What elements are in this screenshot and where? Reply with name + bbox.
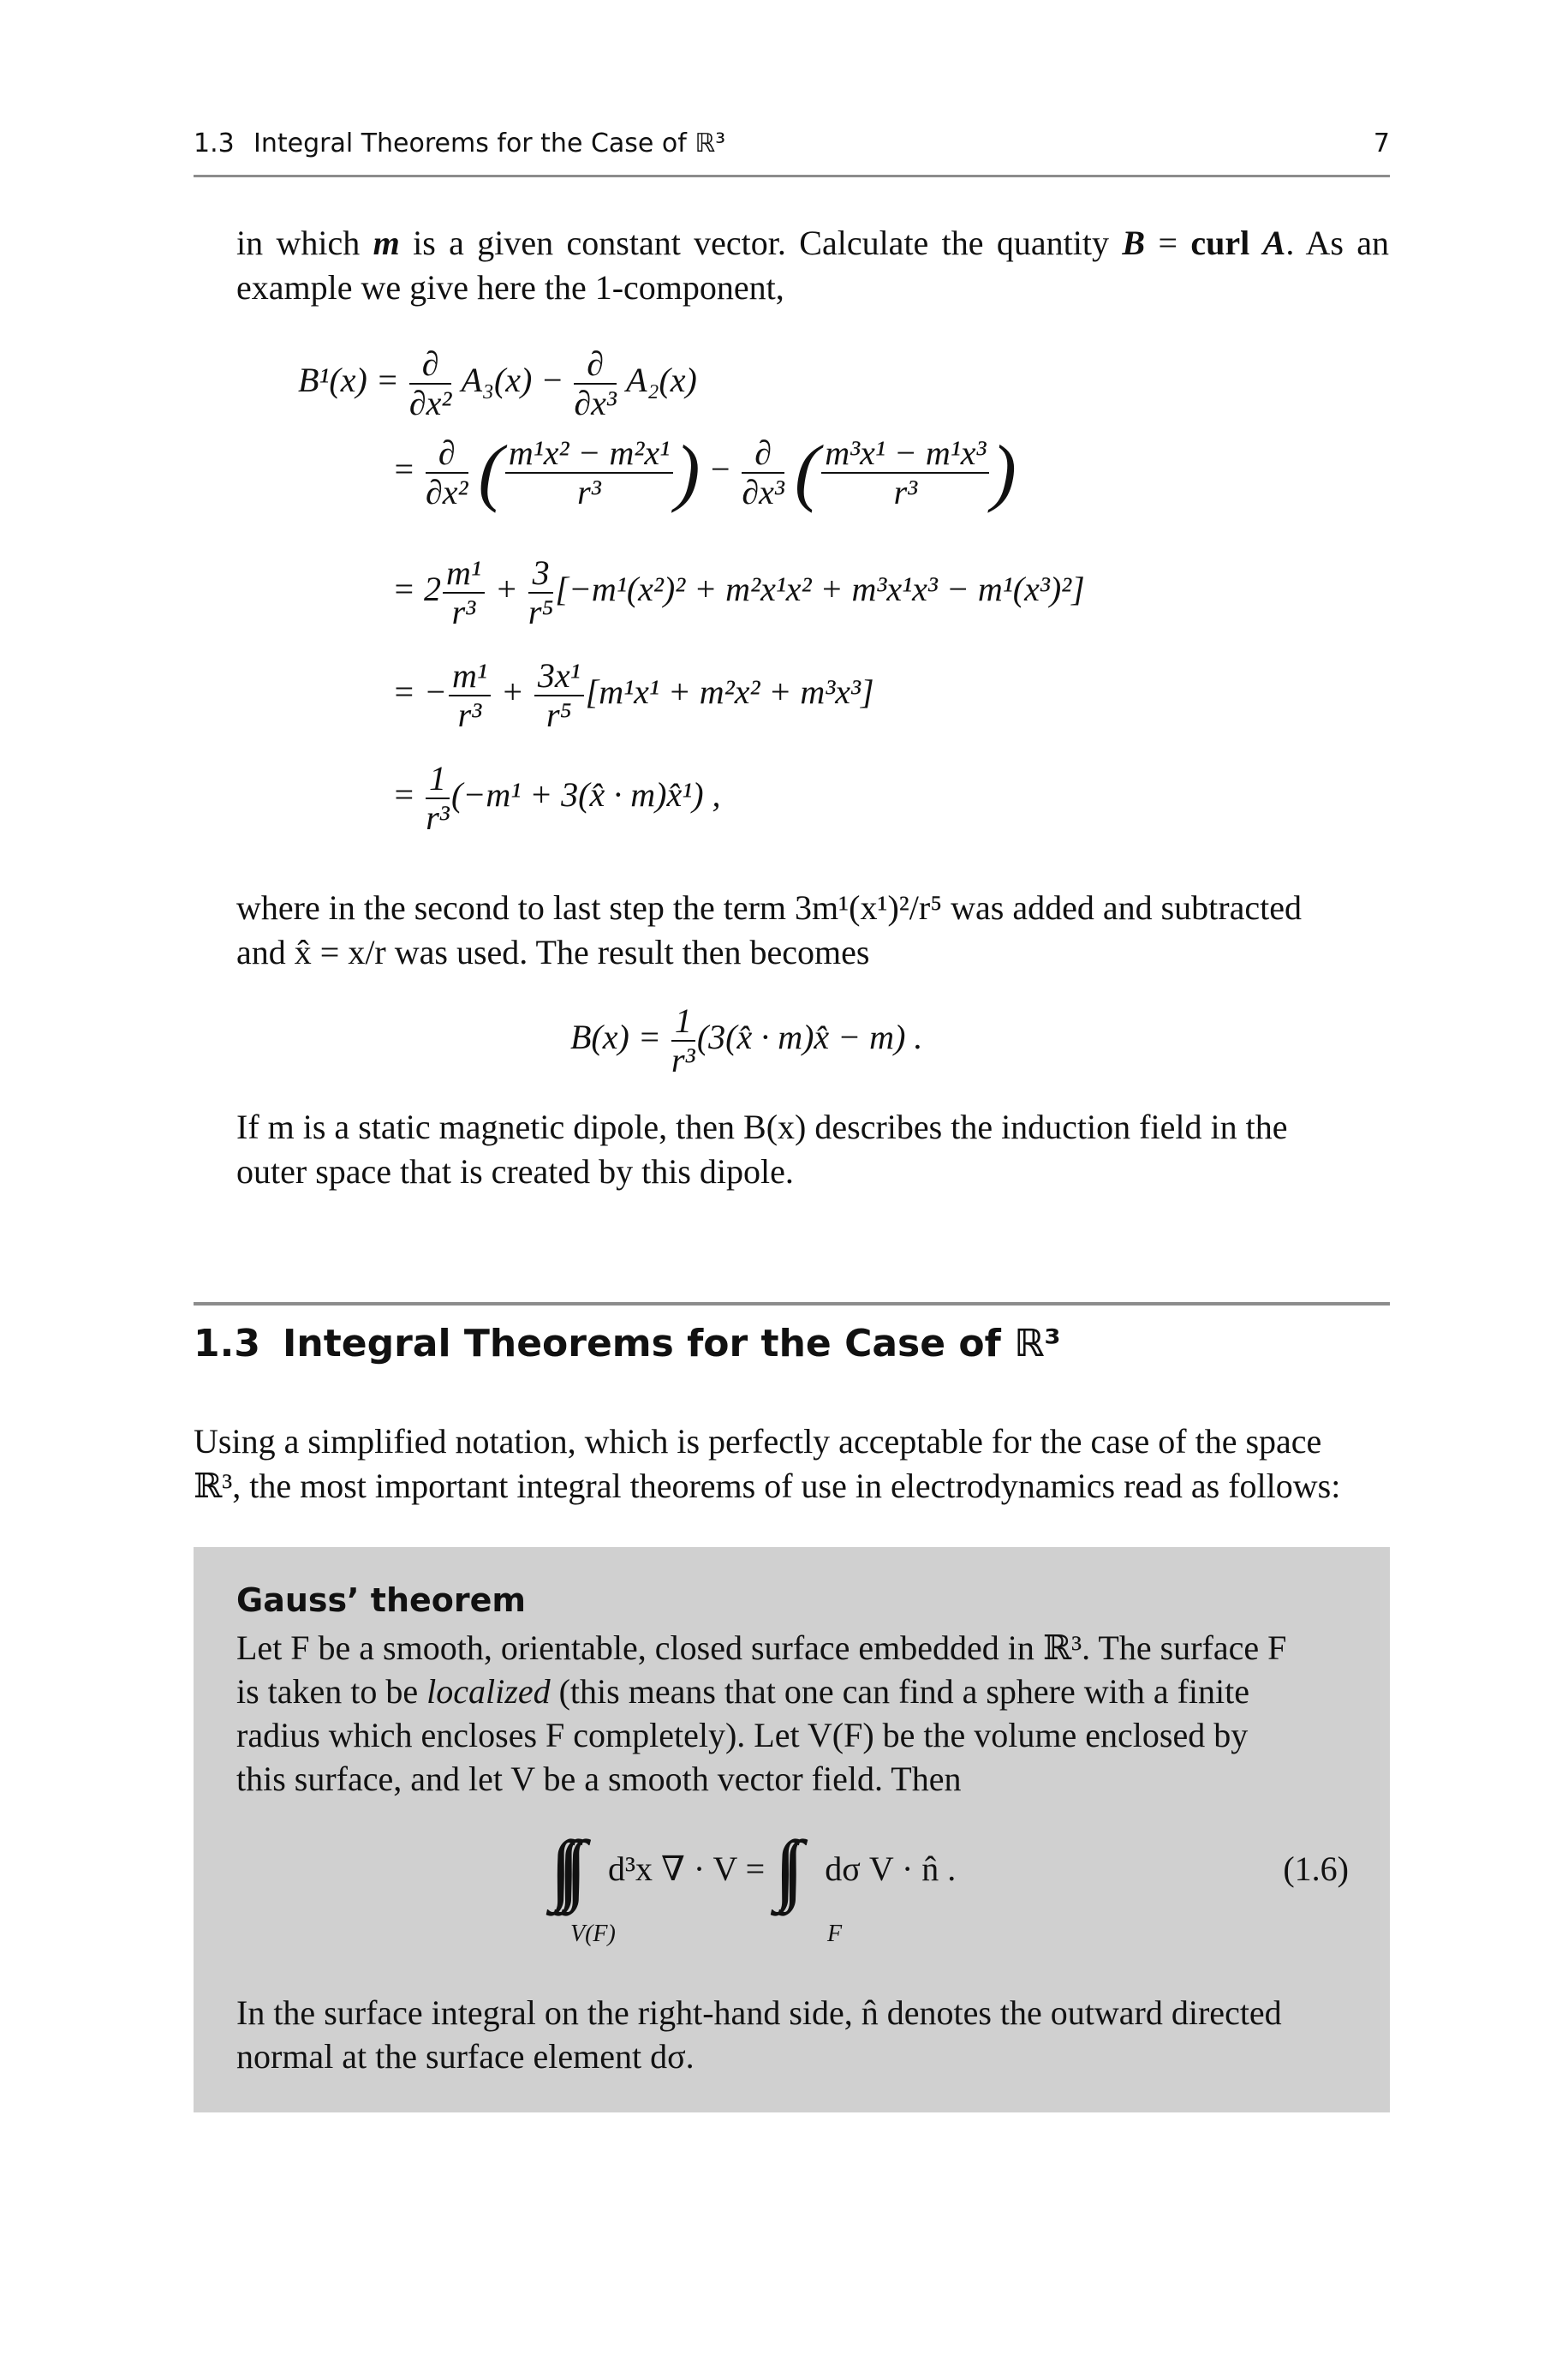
fraction: $\frac{3}{\text{r⁵}}$	[528, 553, 554, 631]
fraction: $\frac{\partial}{\text{∂x²}}$	[408, 344, 452, 422]
header-section-number: 1.3	[194, 128, 235, 158]
gauss-after	[236, 1991, 1346, 2078]
derivation-row-3	[392, 554, 1085, 631]
header-rule	[194, 175, 1390, 177]
term: A₂(x)	[626, 361, 697, 400]
section-title: Integral Theorems for the Case of ℝ³	[283, 1322, 1061, 1365]
term: A₃(x) −	[461, 361, 564, 400]
page-number: 7	[1373, 128, 1390, 158]
fraction: $\frac{\partial}{\text{∂x³}}$	[742, 433, 784, 511]
result-rhs: (3(x̂ · m)x̂ − m) .	[696, 1018, 923, 1057]
result-term: (−m¹ + 3(x̂ · m)x̂¹) ,	[451, 775, 721, 815]
plus: +	[494, 570, 518, 609]
dipole-paragraph	[236, 1105, 1389, 1194]
equals: =	[392, 450, 415, 489]
result-lhs: B(x) =	[570, 1018, 661, 1057]
minus: −	[708, 450, 732, 489]
gauss-line-3: radius which encloses F completely). Let V(F) be the volume enclosed by	[236, 1716, 1249, 1754]
intro-vector-m: m	[373, 224, 400, 262]
intro-vector-a: A	[1262, 224, 1286, 262]
gauss-line-2	[236, 1670, 1346, 1713]
intro-curl: curl	[1190, 224, 1250, 262]
section-intro-line-1: Using a simplified notation, which is perfectly acceptable for the case of the space	[194, 1422, 1322, 1461]
derivation-lhs: B¹(x) =	[298, 361, 399, 400]
intro-paragraph	[236, 221, 1389, 310]
derivation-block	[298, 338, 1326, 887]
section-intro-line-2: ℝ³, the most important integral theorems of use in electrodynamics read as follows:	[194, 1467, 1341, 1505]
equals: = −	[392, 672, 447, 712]
gauss-eq-left: d³x ∇ · V =	[608, 1849, 766, 1888]
fraction: $\frac{1}{\text{r³}}$	[671, 1001, 695, 1079]
fraction: $\frac{\partial}{\text{∂x³}}$	[574, 344, 617, 422]
running-header	[194, 128, 1390, 176]
gauss-after-line-1: In the surface integral on the right-hand side, n̂ denotes the outward directed	[236, 1993, 1282, 2032]
after-line-2: and x̂ = x/r was used. The result then becomes	[236, 933, 870, 971]
gauss-line-1: Let F be a smooth, orientable, closed surface embedded in ℝ³. The surface F	[236, 1628, 1287, 1667]
gauss-line-2c: (this means that one can find a sphere with a finite	[558, 1672, 1249, 1711]
dipole-line-2: outer space that is created by this dipole.	[236, 1152, 794, 1191]
bracket-term: [m¹x¹ + m²x² + m³x³]	[585, 672, 874, 712]
section-rule	[194, 1302, 1390, 1306]
gauss-heading: Gauss’ theorem	[236, 1581, 526, 1619]
derivation-row-4	[392, 657, 874, 734]
fraction: $\frac{\text{m¹}}{\text{r³}}$	[443, 554, 485, 631]
dipole-line-1: If m is a static magnetic dipole, then B(x) describes the induction field in the	[236, 1108, 1288, 1146]
gauss-line-2a: is taken to be	[236, 1672, 419, 1711]
derivation-row-5	[392, 760, 721, 837]
intro-equals: =	[1158, 224, 1177, 262]
paren-close: )	[991, 431, 1017, 514]
gauss-line-4: this surface, and let V be a smooth vector field. Then	[236, 1760, 962, 1798]
intro-text-a: in which	[236, 224, 361, 262]
surface-limit: F	[827, 1921, 843, 1947]
gauss-eq-right: dσ V · n̂ .	[825, 1849, 957, 1888]
gauss-theorem-box	[194, 1547, 1390, 2112]
intro-vector-b: B	[1122, 224, 1146, 262]
gauss-after-line-2: normal at the surface element dσ.	[236, 2037, 695, 2076]
fraction: $\frac{\text{m¹}}{\text{r³}}$	[449, 657, 491, 734]
paren-open: (	[794, 431, 820, 514]
equals: =	[392, 775, 415, 815]
after-derivation-paragraph	[236, 886, 1389, 975]
header-section-title: Integral Theorems for the Case of ℝ³	[253, 128, 726, 158]
section-number: 1.3	[194, 1322, 260, 1365]
section-intro-paragraph	[194, 1419, 1390, 1509]
intro-text-c: . As an example we give here the 1-component,	[236, 224, 1390, 307]
bracket-term: [−m¹(x²)² + m²x¹x² + m³x¹x³ − m¹(x³)²]	[555, 570, 1085, 609]
result-equation	[570, 1002, 922, 1079]
fraction: $\frac{\partial}{\text{∂x²}}$	[426, 433, 468, 511]
derivation-row-2	[392, 431, 1017, 514]
paren-open: (	[478, 431, 504, 514]
gauss-statement	[236, 1626, 1346, 1801]
equals: = 2	[392, 570, 441, 609]
fraction: $\frac{\text{m³x¹ − m¹x³}}{\text{r³}}$	[821, 434, 989, 511]
plus: +	[500, 672, 524, 712]
fraction: $\frac{1}{\text{r³}}$	[426, 759, 450, 837]
gauss-equation	[565, 1830, 956, 1907]
derivation-row-1	[298, 345, 697, 422]
gauss-localized: localized	[426, 1672, 551, 1711]
fraction: $\frac{\text{m¹x² − m²x¹}}{\text{r³}}$	[505, 434, 673, 511]
fraction: $\frac{\text{3x¹}}{\text{r⁵}}$	[534, 657, 584, 734]
volume-limit: V(F)	[570, 1921, 616, 1947]
intro-text-b: is a given constant vector. Calculate the quantity	[413, 224, 1109, 262]
equation-number: (1.6)	[1283, 1849, 1349, 1888]
paren-close: )	[675, 431, 701, 514]
after-line-1: where in the second to last step the term 3m¹(x¹)²/r⁵ was added and subtracted	[236, 888, 1302, 927]
